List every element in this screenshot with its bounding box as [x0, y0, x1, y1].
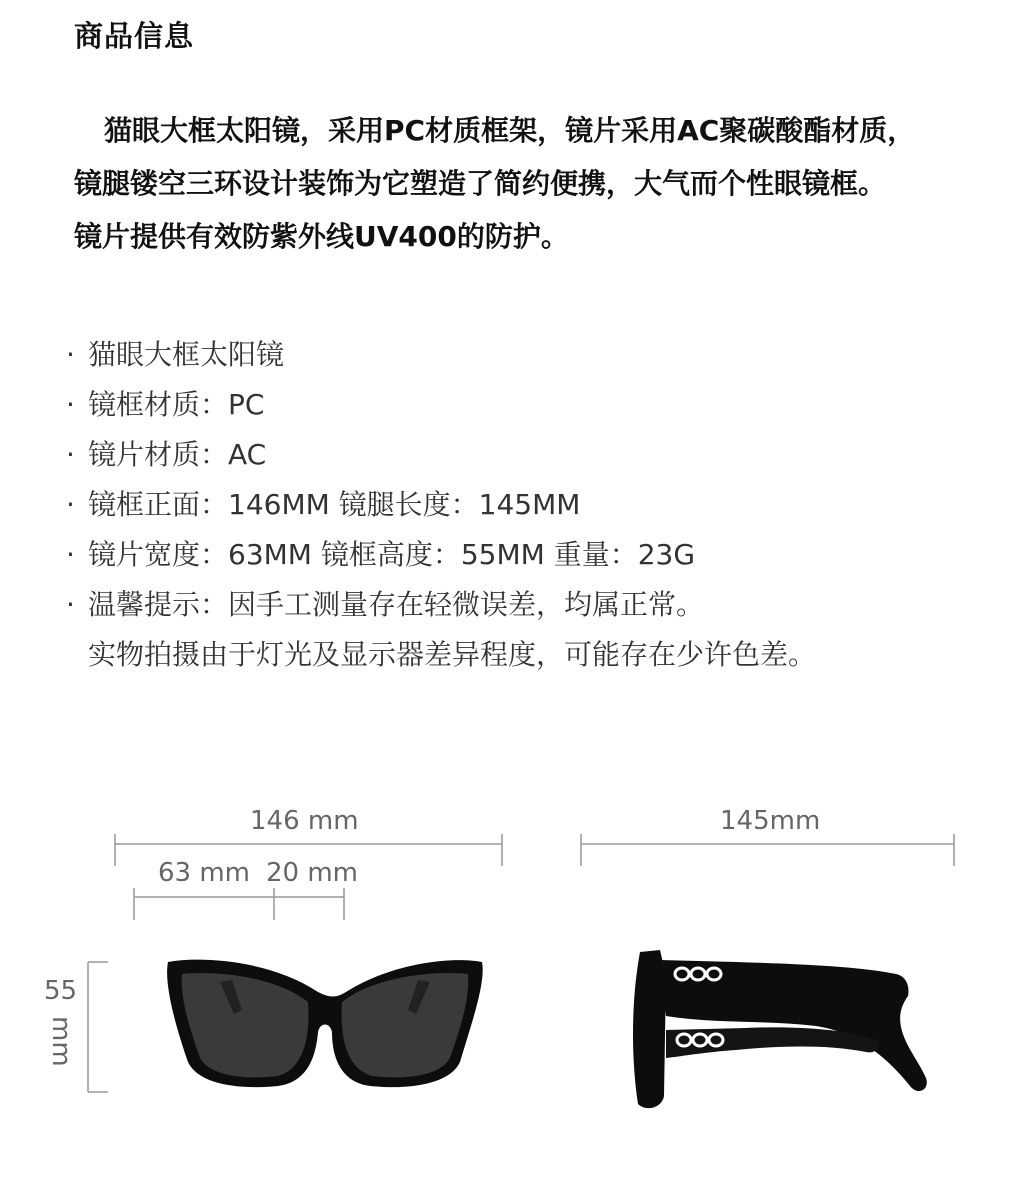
spec-text: 猫眼大框太阳镜 — [88, 338, 285, 371]
spec-continuation: 实物拍摄由于灯光及显示器差异程度，可能存在少许色差。 — [88, 638, 817, 671]
bullet-icon: · — [66, 338, 75, 371]
spec-text: 镜框正面：146MM 镜腿长度：145MM — [88, 488, 581, 521]
lens-width-label: 63 mm — [158, 858, 251, 888]
bullet-icon: · — [66, 388, 75, 421]
bullet-icon: · — [66, 538, 75, 571]
bullet-icon: · — [66, 588, 75, 621]
temple-length-label: 145mm — [720, 806, 821, 836]
frame-height-unit: mm — [46, 1016, 76, 1067]
description-line: 镜腿镂空三环设计装饰为它塑造了简约便携，大气而个性眼镜框。 — [74, 167, 887, 200]
sunglasses-side-image — [626, 946, 946, 1116]
spec-text: 镜片材质：AC — [88, 438, 267, 471]
front-width-label: 146 mm — [250, 806, 359, 836]
spec-text: 镜框材质：PC — [88, 388, 265, 421]
spec-text: 镜片宽度：63MM 镜框高度：55MM 重量：23G — [88, 538, 696, 571]
sunglasses-front-image — [160, 952, 490, 1094]
spec-text: 温馨提示：因手工测量存在轻微误差，均属正常。 — [88, 588, 705, 621]
bridge-width-label: 20 mm — [266, 858, 359, 888]
bullet-icon: · — [66, 438, 75, 471]
bullet-icon: · — [66, 488, 75, 521]
frame-height-value: 55 — [44, 976, 78, 1006]
description-line: 猫眼大框太阳镜，采用PC材质框架，镜片采用AC聚碳酸酯材质， — [104, 114, 916, 147]
page-title: 商品信息 — [74, 19, 195, 53]
description-line: 镜片提供有效防紫外线UV400的防护。 — [74, 220, 569, 253]
